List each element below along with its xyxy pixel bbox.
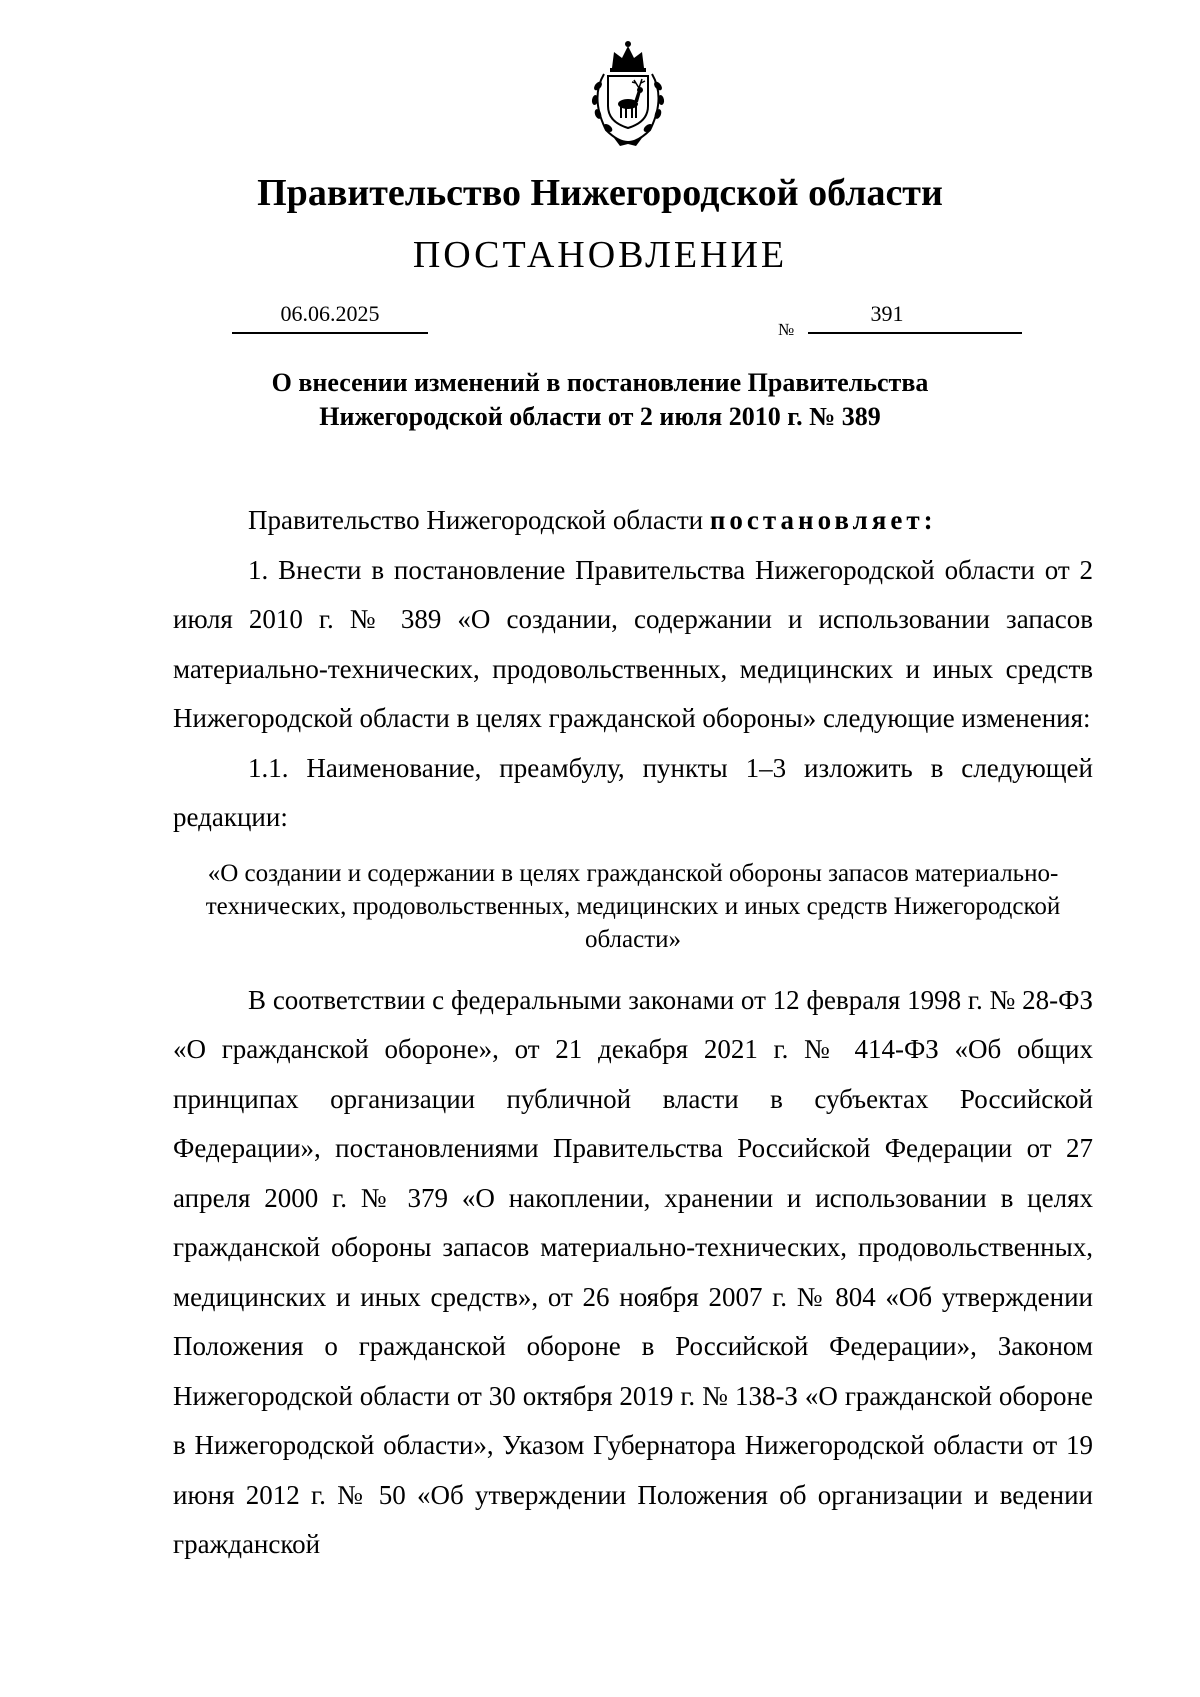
date-value: 06.06.2025 (280, 301, 380, 326)
subject-line-1: О внесении изменений в постановление Правительства (271, 368, 929, 397)
date-underline (232, 332, 428, 334)
document-type: ПОСТАНОВЛЕНИЕ (412, 234, 788, 276)
resolves-word: постановляет: (709, 505, 937, 535)
organization-title: Правительство Нижегородской области (257, 172, 943, 214)
number-label: № (778, 320, 795, 339)
document-date (232, 300, 428, 334)
number-value: 391 (870, 301, 904, 326)
resolves-paragraph (173, 496, 1093, 546)
document-body (173, 496, 1093, 1570)
document-subject (150, 366, 1050, 434)
subject-line-2: Нижегородской области от 2 июля 2010 г. № 389 (319, 402, 881, 431)
resolves-intro: Правительство Нижегородской области (248, 505, 710, 535)
number-underline (808, 332, 1022, 334)
document-number (778, 300, 1022, 339)
paragraph-1-1: 1.1. Наименование, преамбулу, пункты 1–3 изложить в следующей редакции: (173, 752, 1093, 832)
preamble-paragraph: В соответствии с федеральными законами от 12 февраля 1998 г. № 28-ФЗ «О гражданской обороне», от 21 декабря 2021 г. № 414-ФЗ «Об общих принципах организации публичной власти в субъектах Российской Федерации», постановлениями Правительства Российской Федерации от 27 апреля 2000 г. № 379 «О накоплении, хранении и использовании в целях гражданской обороны запасов материально-технических, продовольственных, медицинских и иных средств», от 26 ноября 2007 г. № 804 «Об утверждении Положения о гражданской обороне в Российской Федерации», Законом Нижегородской области от 30 октября 2019 г. № 138-З «О гражданской обороне в Нижегородской области», Указом Губернатора Нижегородской области от 19 июня 2012 г. № 50 «Об утверждении Положения об организации и ведении гражданской (173, 984, 1093, 1559)
coat-of-arms-icon (576, 38, 680, 148)
quoted-title: «О создании и содержании в целях гражданской обороны запасов материально-технических, продовольственных, медицинских и иных средств Нижегородской области» (205, 859, 1061, 953)
paragraph-1: 1. Внести в постановление Правительства Нижегородской области от 2 июля 2010 г. № 389 «О создании, содержании и использовании запасов материально-технических, продовольственных, медицинских и иных средств Нижегородской области в целях гражданской обороны» следующие изменения: (173, 554, 1093, 733)
